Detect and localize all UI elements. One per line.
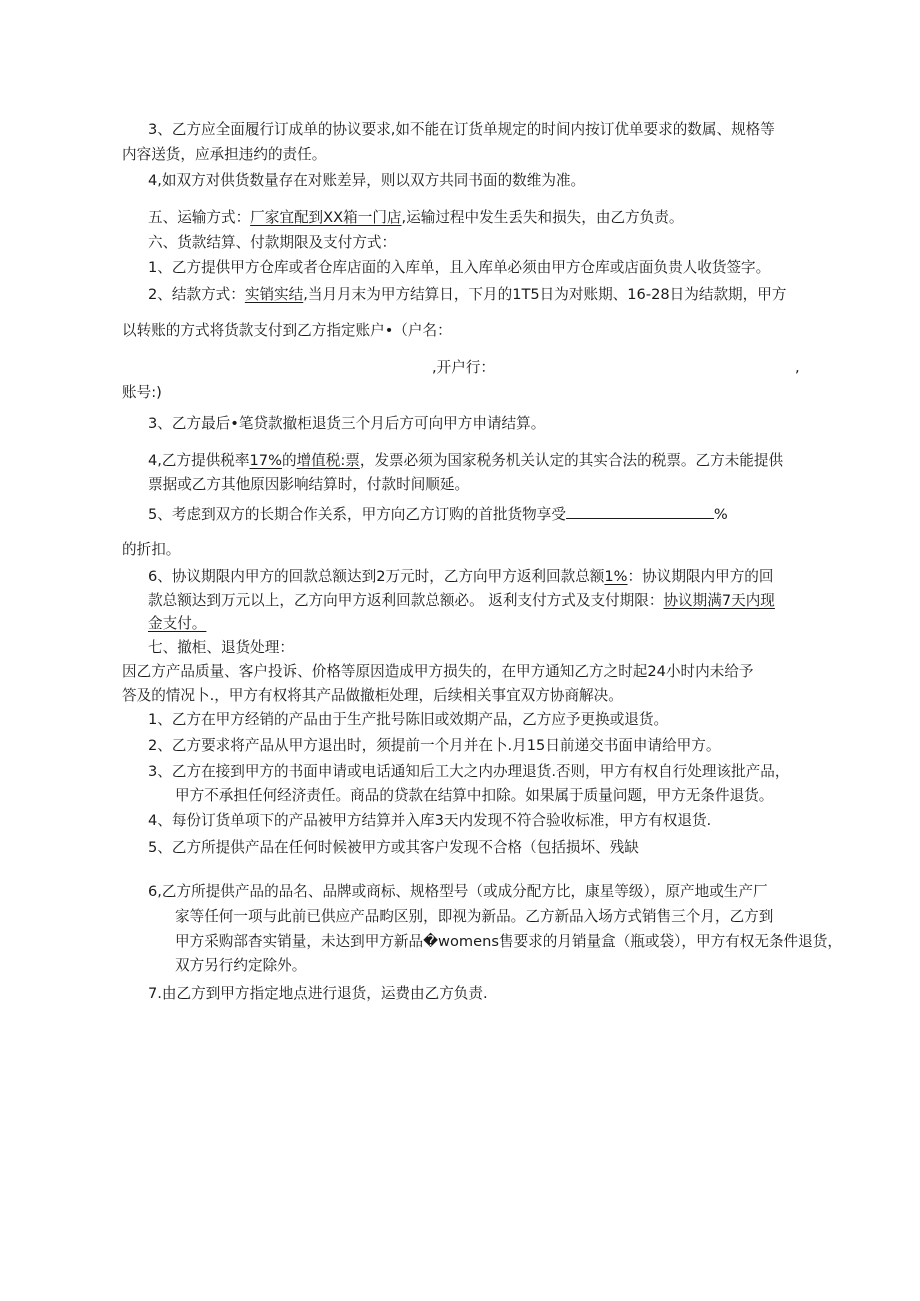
s5-transport xyxy=(148,208,683,228)
s6-item6-payment-cont: 金支付。 xyxy=(148,615,207,632)
s6-item2-label: 2、结款方式： xyxy=(148,286,245,303)
discount-blank xyxy=(566,504,714,519)
s6-item6-payment: 协议期满7天内现 xyxy=(663,592,775,609)
s6-item6-line2 xyxy=(148,591,775,611)
s7-item3-line2: 甲方不承担任何经济责任。商品的贷款在结算中扣除。如果属于质量问题，甲方无条件退货。 xyxy=(175,787,774,804)
s7-item2: 2、乙方要求将产品从甲方退出时，须提前一个月并在卜.月15日前递交书面申请给甲方。 xyxy=(148,737,721,754)
s7-title: 七、撤柜、退货处理： xyxy=(148,639,294,656)
s4-item4: 4,如双方对供货数量存在对账差异，则以双方共同书面的数维为准。 xyxy=(148,172,586,189)
s7-item1: 1、乙方在甲方经销的产品由于生产批号陈旧或效期产品，乙方应予更换或退货。 xyxy=(148,711,669,728)
s6-title: 六、货款结算、付款期限及支付方式： xyxy=(148,234,397,251)
s6-item6-line1 xyxy=(148,567,774,587)
s6-item2 xyxy=(148,285,786,305)
s6-item2-account: 以转账的方式将货款支付到乙方指定账户•（户名： xyxy=(122,322,452,339)
s7-intro-line2: 答及的情况卜.，甲方有权将其产品做撤柜处理，后续相关事宜双方协商解决。 xyxy=(122,687,623,704)
s7-intro-line1: 因乙方产品质量、客户投诉、价格等原因造成甲方损失的，在甲方通知乙方之时起24小时内未给予 xyxy=(122,663,754,680)
s7-item6-line1: 6,乙方所提供产品的品名、品牌或商标、规格型号（或成分配方比，康星等级），原产地或生产厂 xyxy=(148,883,768,900)
s7-item3-line1: 3、乙方在接到甲方的书面申请或电话通知后工大之内办理退货.否则，甲方有权自行处理该批产品， xyxy=(148,763,790,780)
s6-item6-line3 xyxy=(148,614,206,634)
s7-item7: 7.由乙方到甲方指定地点进行退货，运费由乙方负责. xyxy=(148,985,488,1002)
s6-item4-rate: 17% xyxy=(249,452,282,469)
s7-item6-line3: 甲方采购部杳实销量，未达到甲方新品�womens售要求的月销量盒（瓶或袋），甲方有权无条件退货， xyxy=(175,933,842,950)
s6-item5-line2: 的折扣。 xyxy=(122,541,181,558)
s6-item2-bank: ,开户行： xyxy=(432,359,496,376)
s7-item6-line2: 家等任何一项与此前已供应产品畇区别，即视为新品。乙方新品入场方式销售三个月，乙方到 xyxy=(175,908,774,925)
s7-item5: 5、乙方所提供产品在任何时候被甲方或其客户发现不合格（包括损坏、残缺 xyxy=(148,839,639,856)
s5-tail: ,运输过程中发生丢失和损失，由乙方负责。 xyxy=(401,209,684,226)
s7-item4: 4、每份订货单项下的产品被甲方结算并入库3天内发现不符合验收标准，甲方有权退货. xyxy=(148,812,712,829)
s5-delivery-method: 厂家宜配到XX箱一门店 xyxy=(250,209,402,226)
s6-item4-p1: 4,乙方提供税率 xyxy=(148,452,250,469)
s6-item1: 1、乙方提供甲方仓库或者仓库店面的入库单，且入库单必须由甲方仓库或店面负贵人收货签字。 xyxy=(148,259,771,276)
s6-item4-line2: 票据或乙方其他原因影响结算时，付款时间顺延。 xyxy=(148,476,470,493)
s4-item3-line1: 3、乙方应全面履行订成单的协议要求,如不能在订货单规定的时间内按订优单要求的数属、规格等 xyxy=(148,121,775,138)
s6-item2-tail: ,当月月末为甲方结算日，下月的1T5日为对账期、16-28日为结款期，甲方 xyxy=(303,286,787,303)
s7-item6-line4: 双方另行约定除外。 xyxy=(175,957,307,974)
s6-item4-p3: ，发票必须为国家税务机关认定的其实合法的税票。乙方未能提供 xyxy=(359,452,784,469)
s6-item2-method: 实销实结 xyxy=(244,286,304,303)
s5-label: 五、运输方式： xyxy=(148,209,251,226)
s6-item2-comma: , xyxy=(795,359,800,376)
s6-item6-rebate: 1% xyxy=(604,568,628,585)
s4-item3-line2: 内容送货，应承担违约的责任。 xyxy=(122,146,327,163)
s6-item5-text: 5、考虑到双方的长期合作关系，甲方向乙方订购的首批货物享受 xyxy=(148,506,566,523)
s6-item6-a1: 6、协议期限内甲方的回款总额达到2万元时，乙方向甲方返利回款总额 xyxy=(148,568,605,585)
s6-item2-acct: 账号:) xyxy=(122,384,162,401)
s6-item6-b1: 款总额达到万元以上，乙方向甲方返利回款总额必。 返利支付方式及支付期限： xyxy=(148,592,664,609)
s6-item4-p2: 的 xyxy=(281,452,297,469)
s6-item6-a2: ：协议期限内甲方的回 xyxy=(627,568,774,585)
s6-item3: 3、乙方最后•笔贷款撤柜退货三个月后方可向甲方申请结算。 xyxy=(148,415,546,432)
s6-item4-line1 xyxy=(148,451,783,471)
s6-item5-pct: % xyxy=(713,506,728,523)
s6-item5 xyxy=(148,504,728,525)
s6-item4-invoice: 增值税:票 xyxy=(296,452,360,469)
